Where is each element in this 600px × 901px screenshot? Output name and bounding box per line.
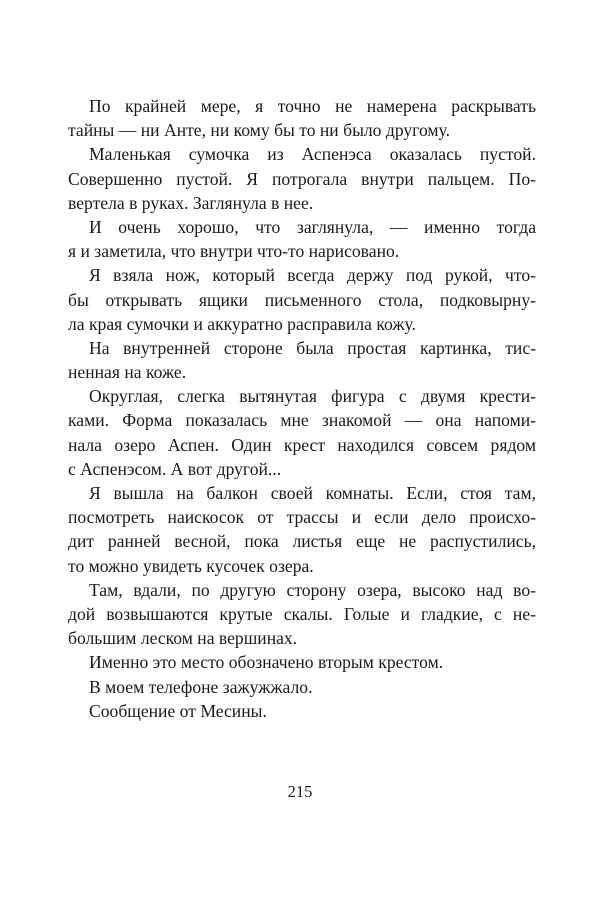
text-line: Сообщение от Месины.: [89, 700, 267, 721]
text-line: Именно это место обозначено вторым крестом.: [89, 652, 444, 673]
text-line: Маленькая сумочка из Аспенэса оказалась пустой.: [89, 144, 536, 165]
text-line: ненная на коже.: [68, 362, 187, 383]
text-line: вертела в руках. Заглянула в нее.: [68, 192, 314, 213]
text-line: Я взяла нож, который всегда держу под рукой, что-: [89, 265, 536, 286]
body-text: [68, 94, 536, 723]
text-line: На внутренней стороне была простая картинка, тис-: [89, 337, 536, 358]
text-line: В моем телефоне зажужжало.: [89, 676, 313, 697]
text-line: дит ранней весной, пока листья еще не распустились,: [68, 531, 536, 552]
text-line: посмотреть наискосок от трассы и если дело происхо-: [68, 507, 536, 528]
text-line: с Аспенэсом. А вот другой...: [68, 458, 282, 479]
text-line: я и заметила, что внутри что-то нарисовано.: [68, 241, 400, 262]
text-line: Округлая, слегка вытянутая фигура с двумя крести-: [89, 386, 536, 407]
text-line: дой возвышаются крутые скалы. Голые и гладкие, с не-: [68, 603, 536, 624]
text-line: И очень хорошо, что заглянула, — именно тогда: [89, 216, 536, 237]
text-line: Совершенно пустой. Я потрогала внутри пальцем. По-: [68, 168, 536, 189]
text-line: тайны — ни Анте, ни кому бы то ни было другому.: [68, 120, 450, 141]
text-line: большим леском на вершинах.: [68, 628, 298, 649]
text-line: Там, вдали, по другую сторону озера, высоко над во-: [89, 579, 536, 600]
text-line: ками. Форма показалась мне знакомой — она напоми-: [68, 410, 536, 431]
page-number: 215: [287, 782, 313, 801]
text-line: нала озеро Аспен. Один крест находился совсем рядом: [68, 434, 536, 455]
text-line: По крайней мере, я точно не намерена раскрывать: [89, 96, 536, 116]
text-line: бы открывать ящики письменного стола, подковырну-: [68, 289, 536, 310]
text-line: то можно увидеть кусочек озера.: [68, 555, 314, 576]
text-line: ла края сумочки и аккуратно расправила кожу.: [68, 313, 416, 334]
text-line: Я вышла на балкон своей комнаты. Если, стоя там,: [89, 483, 536, 503]
